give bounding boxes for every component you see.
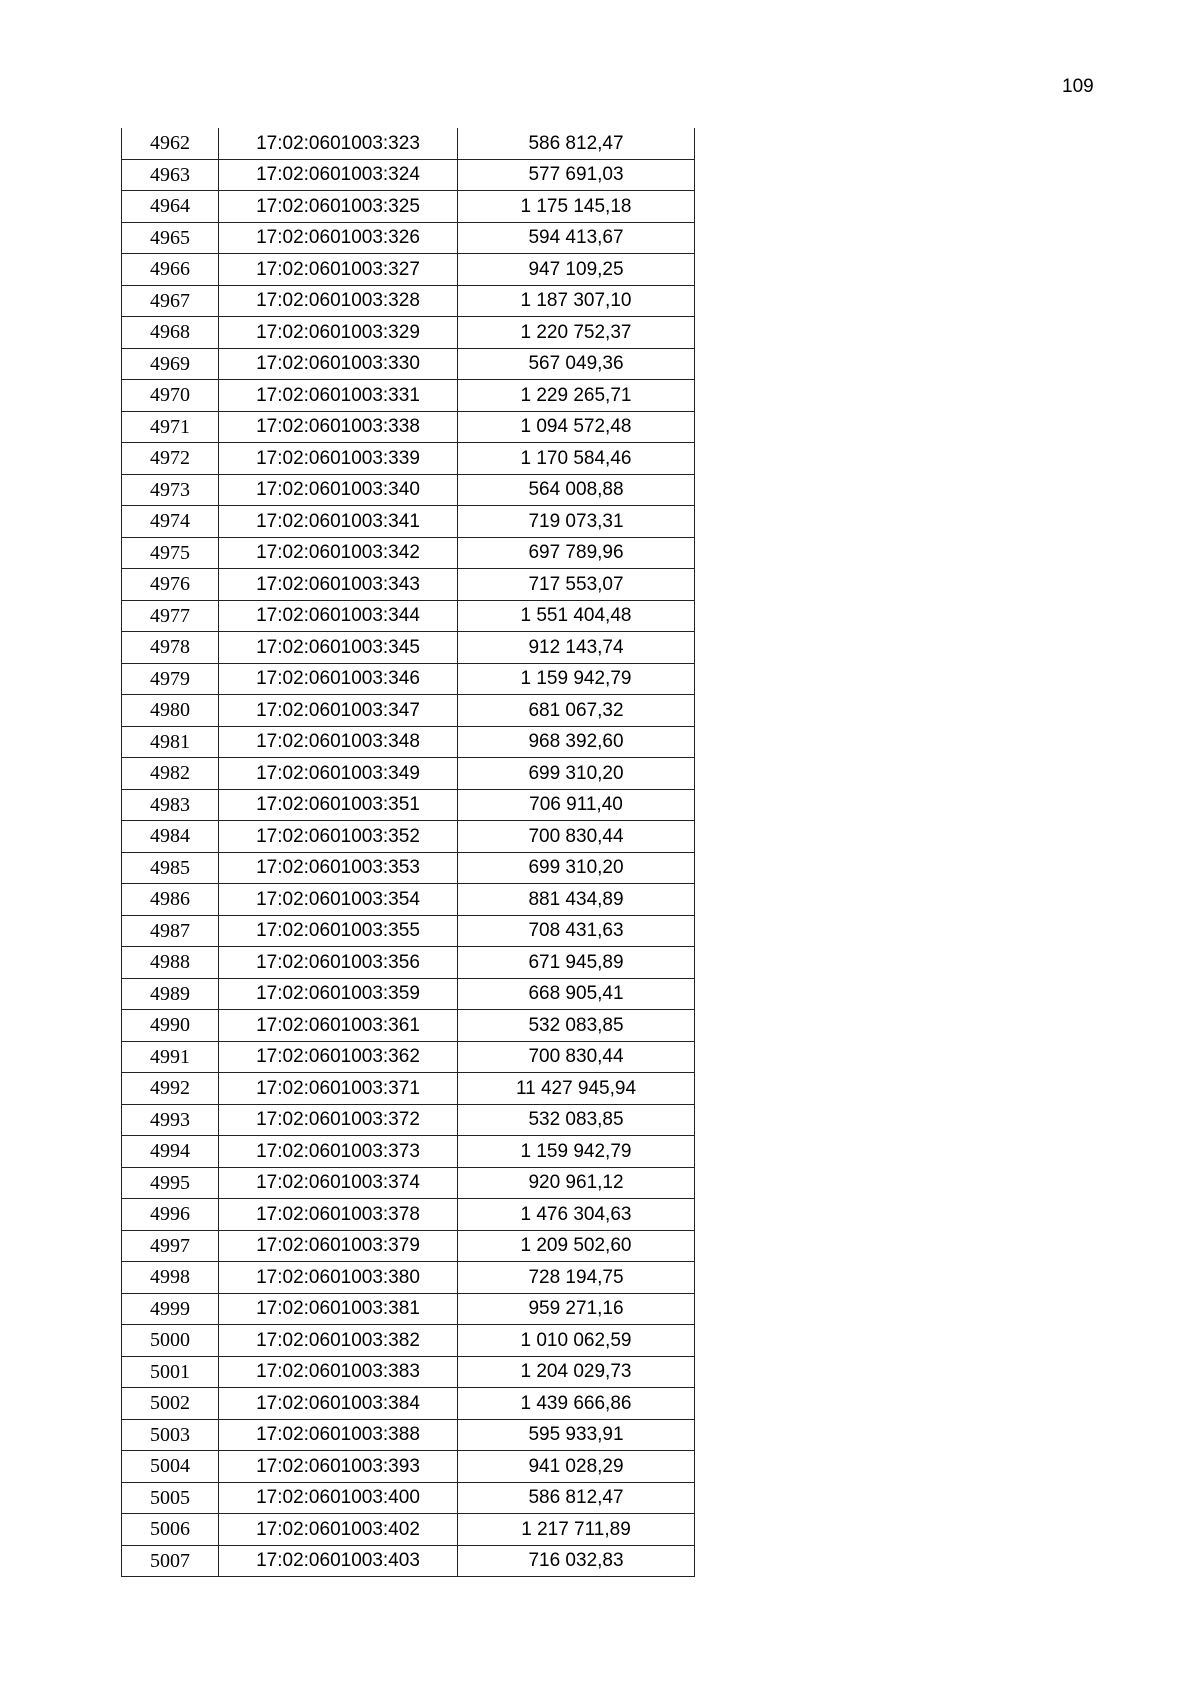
row-number-cell: 4993 (122, 1104, 219, 1136)
cadastral-number-cell: 17:02:0601003:359 (219, 978, 458, 1010)
table-row (122, 1482, 695, 1514)
row-number-cell: 4970 (122, 380, 219, 412)
table-row (122, 1104, 695, 1136)
row-number-cell: 5000 (122, 1325, 219, 1357)
cadastral-value-cell: 532 083,85 (458, 1104, 695, 1136)
row-number-cell: 5005 (122, 1482, 219, 1514)
cadastral-number-cell: 17:02:0601003:384 (219, 1388, 458, 1420)
table-row (122, 632, 695, 664)
row-number-cell: 4976 (122, 569, 219, 601)
cadastral-value-cell: 1 220 752,37 (458, 317, 695, 349)
table-row (122, 1419, 695, 1451)
row-number-cell: 4988 (122, 947, 219, 979)
cadastral-number-cell: 17:02:0601003:355 (219, 915, 458, 947)
cadastral-value-cell: 920 961,12 (458, 1167, 695, 1199)
table-row (122, 1293, 695, 1325)
cadastral-value-cell: 716 032,83 (458, 1545, 695, 1577)
cadastral-number-cell: 17:02:0601003:346 (219, 663, 458, 695)
row-number-cell: 4990 (122, 1010, 219, 1042)
cadastral-value-cell: 968 392,60 (458, 726, 695, 758)
table-row (122, 1514, 695, 1546)
cadastral-value-cell: 668 905,41 (458, 978, 695, 1010)
cadastral-number-cell: 17:02:0601003:373 (219, 1136, 458, 1168)
row-number-cell: 4963 (122, 159, 219, 191)
table-row (122, 915, 695, 947)
cadastral-value-cell: 681 067,32 (458, 695, 695, 727)
cadastral-number-cell: 17:02:0601003:400 (219, 1482, 458, 1514)
row-number-cell: 4992 (122, 1073, 219, 1105)
cadastral-number-cell: 17:02:0601003:327 (219, 254, 458, 286)
cadastral-value-cell: 719 073,31 (458, 506, 695, 538)
table-row (122, 443, 695, 475)
cadastral-value-cell: 708 431,63 (458, 915, 695, 947)
row-number-cell: 4965 (122, 222, 219, 254)
table-row (122, 1545, 695, 1577)
cadastral-number-cell: 17:02:0601003:354 (219, 884, 458, 916)
cadastral-value-cell: 1 094 572,48 (458, 411, 695, 443)
table-row (122, 600, 695, 632)
cadastral-value-cell: 577 691,03 (458, 159, 695, 191)
cadastral-value-cell: 912 143,74 (458, 632, 695, 664)
row-number-cell: 4982 (122, 758, 219, 790)
cadastral-value-cell: 1 439 666,86 (458, 1388, 695, 1420)
row-number-cell: 4998 (122, 1262, 219, 1294)
cadastral-number-cell: 17:02:0601003:348 (219, 726, 458, 758)
cadastral-number-cell: 17:02:0601003:371 (219, 1073, 458, 1105)
cadastral-number-cell: 17:02:0601003:388 (219, 1419, 458, 1451)
cadastral-value-cell: 1 551 404,48 (458, 600, 695, 632)
row-number-cell: 4967 (122, 285, 219, 317)
cadastral-value-cell: 1 010 062,59 (458, 1325, 695, 1357)
row-number-cell: 5007 (122, 1545, 219, 1577)
cadastral-number-cell: 17:02:0601003:343 (219, 569, 458, 601)
cadastral-value-table (121, 128, 695, 1577)
cadastral-value-cell: 1 217 711,89 (458, 1514, 695, 1546)
row-number-cell: 4975 (122, 537, 219, 569)
cadastral-number-cell: 17:02:0601003:374 (219, 1167, 458, 1199)
row-number-cell: 4985 (122, 852, 219, 884)
table-row (122, 852, 695, 884)
table-row (122, 821, 695, 853)
cadastral-number-cell: 17:02:0601003:345 (219, 632, 458, 664)
cadastral-number-cell: 17:02:0601003:362 (219, 1041, 458, 1073)
table-row (122, 569, 695, 601)
cadastral-value-cell: 1 170 584,46 (458, 443, 695, 475)
row-number-cell: 4983 (122, 789, 219, 821)
cadastral-number-cell: 17:02:0601003:402 (219, 1514, 458, 1546)
table-row (122, 695, 695, 727)
table-row (122, 380, 695, 412)
cadastral-value-cell: 959 271,16 (458, 1293, 695, 1325)
table-body (122, 128, 695, 1577)
table-row (122, 1325, 695, 1357)
row-number-cell: 4969 (122, 348, 219, 380)
cadastral-value-cell: 699 310,20 (458, 758, 695, 790)
table-row (122, 884, 695, 916)
cadastral-value-cell: 594 413,67 (458, 222, 695, 254)
table-row (122, 663, 695, 695)
table-row (122, 726, 695, 758)
cadastral-value-cell: 1 476 304,63 (458, 1199, 695, 1231)
row-number-cell: 4964 (122, 191, 219, 223)
cadastral-number-cell: 17:02:0601003:383 (219, 1356, 458, 1388)
cadastral-number-cell: 17:02:0601003:326 (219, 222, 458, 254)
table-row (122, 1451, 695, 1483)
cadastral-number-cell: 17:02:0601003:372 (219, 1104, 458, 1136)
table-row (122, 1199, 695, 1231)
row-number-cell: 4987 (122, 915, 219, 947)
cadastral-value-cell: 700 830,44 (458, 1041, 695, 1073)
table-row (122, 1167, 695, 1199)
table-row (122, 1230, 695, 1262)
cadastral-number-cell: 17:02:0601003:347 (219, 695, 458, 727)
cadastral-number-cell: 17:02:0601003:378 (219, 1199, 458, 1231)
cadastral-value-cell: 697 789,96 (458, 537, 695, 569)
row-number-cell: 4968 (122, 317, 219, 349)
table-row (122, 1010, 695, 1042)
cadastral-number-cell: 17:02:0601003:352 (219, 821, 458, 853)
table-row (122, 1041, 695, 1073)
cadastral-value-cell: 1 209 502,60 (458, 1230, 695, 1262)
row-number-cell: 4995 (122, 1167, 219, 1199)
cadastral-value-cell: 728 194,75 (458, 1262, 695, 1294)
row-number-cell: 4980 (122, 695, 219, 727)
cadastral-value-cell: 706 911,40 (458, 789, 695, 821)
cadastral-number-cell: 17:02:0601003:403 (219, 1545, 458, 1577)
row-number-cell: 5004 (122, 1451, 219, 1483)
cadastral-number-cell: 17:02:0601003:380 (219, 1262, 458, 1294)
cadastral-number-cell: 17:02:0601003:325 (219, 191, 458, 223)
cadastral-number-cell: 17:02:0601003:323 (219, 128, 458, 159)
row-number-cell: 4981 (122, 726, 219, 758)
table-row (122, 1073, 695, 1105)
row-number-cell: 4989 (122, 978, 219, 1010)
row-number-cell: 4999 (122, 1293, 219, 1325)
row-number-cell: 5001 (122, 1356, 219, 1388)
table-row (122, 254, 695, 286)
row-number-cell: 4962 (122, 128, 219, 159)
cadastral-value-cell: 567 049,36 (458, 348, 695, 380)
table-row (122, 978, 695, 1010)
cadastral-number-cell: 17:02:0601003:356 (219, 947, 458, 979)
table-row (122, 222, 695, 254)
cadastral-number-cell: 17:02:0601003:330 (219, 348, 458, 380)
row-number-cell: 5006 (122, 1514, 219, 1546)
cadastral-number-cell: 17:02:0601003:344 (219, 600, 458, 632)
page-number: 109 (1062, 76, 1094, 97)
row-number-cell: 4977 (122, 600, 219, 632)
row-number-cell: 4997 (122, 1230, 219, 1262)
cadastral-number-cell: 17:02:0601003:351 (219, 789, 458, 821)
row-number-cell: 4972 (122, 443, 219, 475)
row-number-cell: 4974 (122, 506, 219, 538)
cadastral-value-cell: 1 159 942,79 (458, 1136, 695, 1168)
row-number-cell: 4979 (122, 663, 219, 695)
cadastral-number-cell: 17:02:0601003:353 (219, 852, 458, 884)
cadastral-number-cell: 17:02:0601003:361 (219, 1010, 458, 1042)
cadastral-number-cell: 17:02:0601003:349 (219, 758, 458, 790)
cadastral-value-cell: 699 310,20 (458, 852, 695, 884)
cadastral-value-cell: 700 830,44 (458, 821, 695, 853)
cadastral-value-cell: 595 933,91 (458, 1419, 695, 1451)
cadastral-number-cell: 17:02:0601003:393 (219, 1451, 458, 1483)
cadastral-value-cell: 1 175 145,18 (458, 191, 695, 223)
cadastral-value-cell: 1 229 265,71 (458, 380, 695, 412)
cadastral-number-cell: 17:02:0601003:341 (219, 506, 458, 538)
table-row (122, 1388, 695, 1420)
cadastral-number-cell: 17:02:0601003:331 (219, 380, 458, 412)
table-row (122, 317, 695, 349)
cadastral-number-cell: 17:02:0601003:382 (219, 1325, 458, 1357)
cadastral-number-cell: 17:02:0601003:340 (219, 474, 458, 506)
table-row (122, 1136, 695, 1168)
cadastral-number-cell: 17:02:0601003:379 (219, 1230, 458, 1262)
table-row (122, 1262, 695, 1294)
cadastral-value-cell: 11 427 945,94 (458, 1073, 695, 1105)
cadastral-number-cell: 17:02:0601003:342 (219, 537, 458, 569)
table-row (122, 285, 695, 317)
row-number-cell: 4996 (122, 1199, 219, 1231)
table-row (122, 789, 695, 821)
cadastral-number-cell: 17:02:0601003:324 (219, 159, 458, 191)
row-number-cell: 4971 (122, 411, 219, 443)
cadastral-value-cell: 586 812,47 (458, 128, 695, 159)
table-row (122, 506, 695, 538)
table-row (122, 191, 695, 223)
cadastral-number-cell: 17:02:0601003:339 (219, 443, 458, 475)
cadastral-value-cell: 947 109,25 (458, 254, 695, 286)
cadastral-value-cell: 1 204 029,73 (458, 1356, 695, 1388)
row-number-cell: 5002 (122, 1388, 219, 1420)
cadastral-value-cell: 564 008,88 (458, 474, 695, 506)
cadastral-value-cell: 717 553,07 (458, 569, 695, 601)
cadastral-value-cell: 881 434,89 (458, 884, 695, 916)
cadastral-value-cell: 671 945,89 (458, 947, 695, 979)
row-number-cell: 4973 (122, 474, 219, 506)
row-number-cell: 4984 (122, 821, 219, 853)
cadastral-value-cell: 1 159 942,79 (458, 663, 695, 695)
table-row (122, 947, 695, 979)
cadastral-number-cell: 17:02:0601003:328 (219, 285, 458, 317)
cadastral-number-cell: 17:02:0601003:329 (219, 317, 458, 349)
table-row (122, 537, 695, 569)
row-number-cell: 5003 (122, 1419, 219, 1451)
row-number-cell: 4978 (122, 632, 219, 664)
row-number-cell: 4966 (122, 254, 219, 286)
cadastral-value-cell: 532 083,85 (458, 1010, 695, 1042)
cadastral-number-cell: 17:02:0601003:381 (219, 1293, 458, 1325)
row-number-cell: 4994 (122, 1136, 219, 1168)
table-row (122, 411, 695, 443)
cadastral-number-cell: 17:02:0601003:338 (219, 411, 458, 443)
table-row (122, 348, 695, 380)
table-row (122, 1356, 695, 1388)
table-row (122, 474, 695, 506)
table-row (122, 159, 695, 191)
row-number-cell: 4986 (122, 884, 219, 916)
cadastral-value-cell: 586 812,47 (458, 1482, 695, 1514)
cadastral-value-cell: 1 187 307,10 (458, 285, 695, 317)
cadastral-value-cell: 941 028,29 (458, 1451, 695, 1483)
table-row (122, 758, 695, 790)
table-row (122, 128, 695, 159)
row-number-cell: 4991 (122, 1041, 219, 1073)
